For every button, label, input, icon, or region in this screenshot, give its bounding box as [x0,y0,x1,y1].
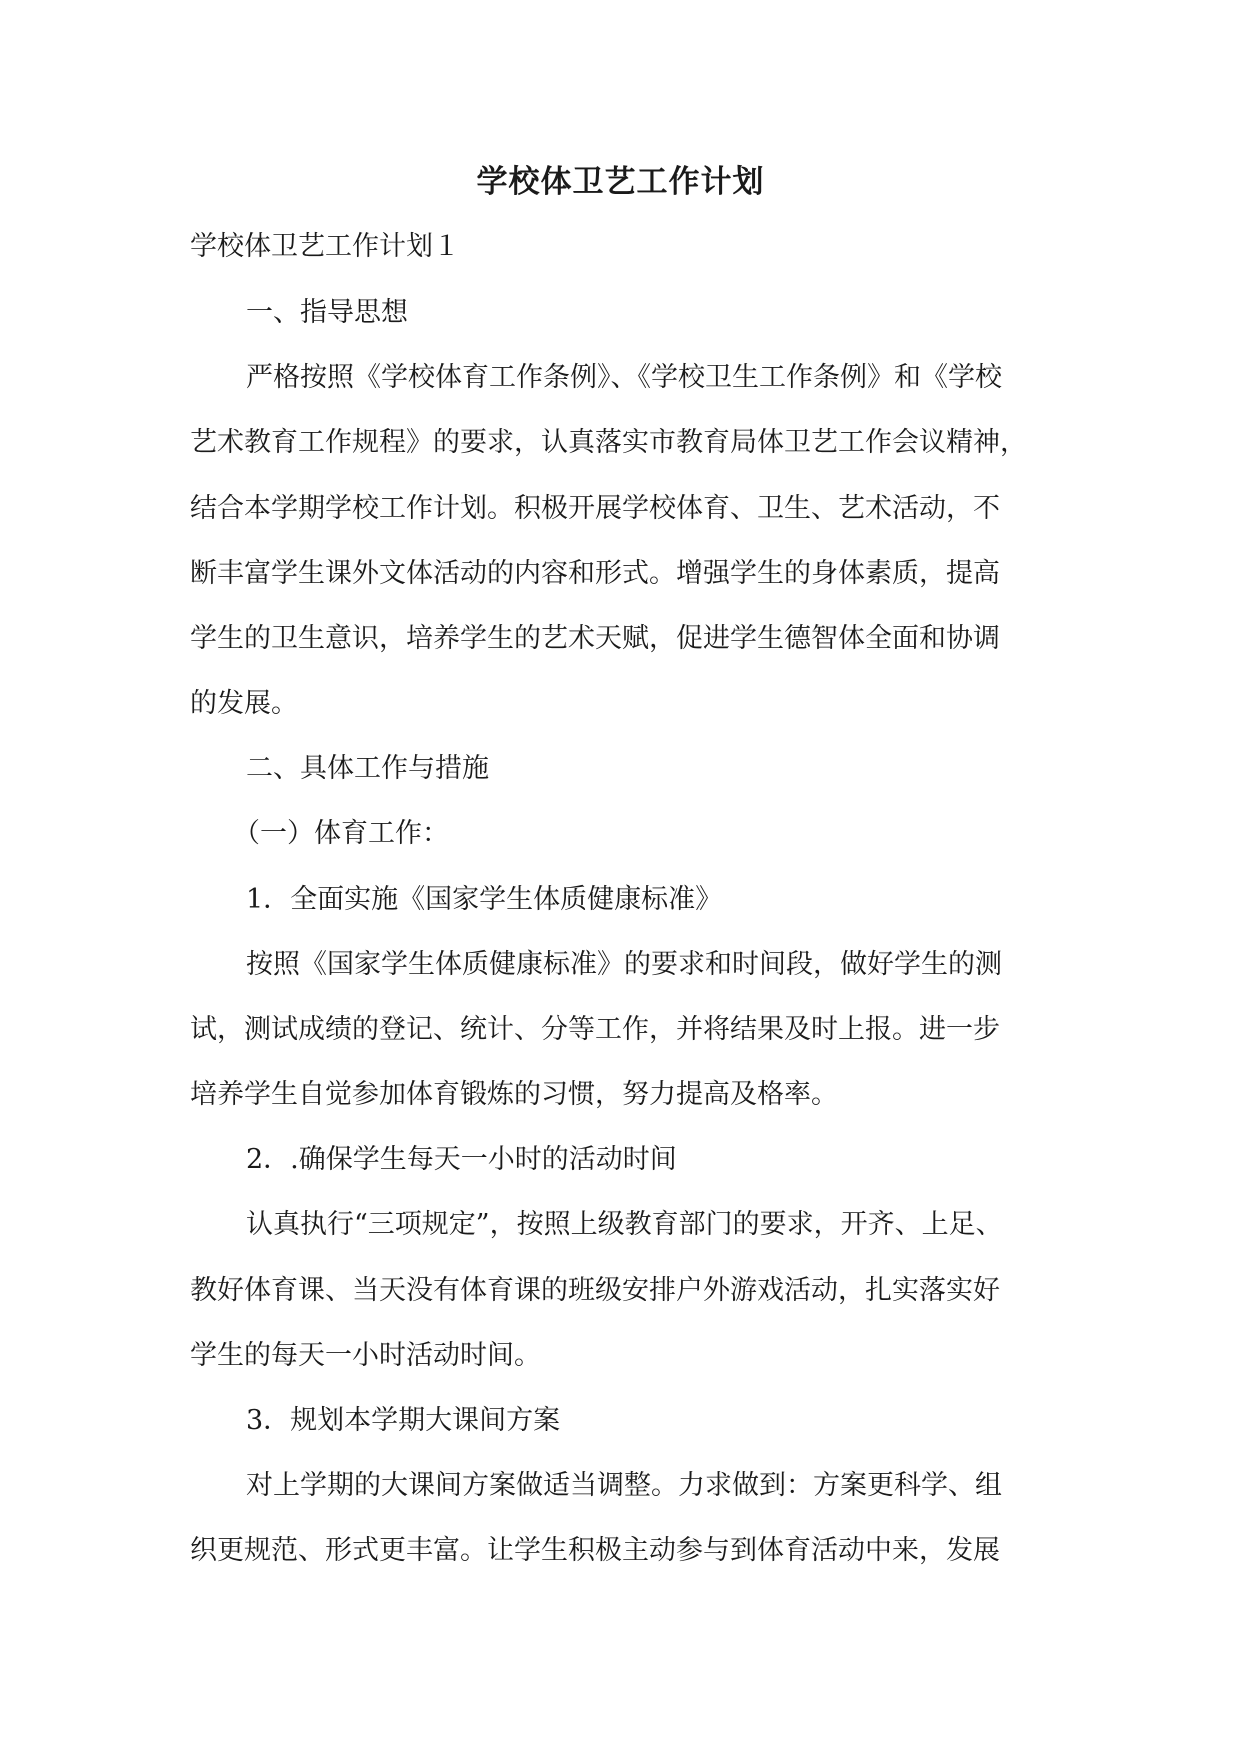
heading-item-2: 2．.确保学生每天一小时的活动时间 [246,1144,677,1175]
paragraph-line: 培养学生自觉参加体育锻炼的习惯，努力提高及格率。 [190,1079,838,1110]
paragraph-line: 严格按照《学校体育工作条例》、《学校卫生工作条例》和《学校 [246,362,1002,393]
section-heading-plan-1: 学校体卫艺工作计划１ [190,231,460,262]
paragraph-line: 学生的卫生意识，培养学生的艺术天赋，促进学生德智体全面和协调 [190,623,1000,654]
paragraph-line: 艺术教育工作规程》的要求，认真落实市教育局体卫艺工作会议精神， [190,427,1027,458]
heading-item-1: 1．全面实施《国家学生体质健康标准》 [246,884,723,915]
paragraph-line: 结合本学期学校工作计划。积极开展学校体育、卫生、艺术活动，不 [190,493,1000,524]
paragraph-line: 试，测试成绩的登记、统计、分等工作，并将结果及时上报。进一步 [190,1014,1000,1045]
paragraph-line: 的发展。 [190,688,298,719]
heading-guiding-ideology: 一、指导思想 [246,297,408,328]
paragraph-line: 认真执行“三项规定”，按照上级教育部门的要求，开齐、上足、 [246,1209,1003,1240]
paragraph-line: 对上学期的大课间方案做适当调整。力求做到：方案更科学、组 [246,1470,1002,1501]
paragraph-line: 教好体育课、当天没有体育课的班级安排户外游戏活动，扎实落实好 [190,1275,1000,1306]
paragraph-line: 织更规范、形式更丰富。让学生积极主动参与到体育活动中来，发展 [190,1535,1000,1566]
paragraph-line: 按照《国家学生体质健康标准》的要求和时间段，做好学生的测 [246,949,1002,980]
heading-specific-work: 二、具体工作与措施 [246,753,489,784]
paragraph-line: 断丰富学生课外文体活动的内容和形式。增强学生的身体素质，提高 [190,558,1000,589]
paragraph-line: 学生的每天一小时活动时间。 [190,1340,541,1371]
heading-pe-work: （一）体育工作： [233,818,449,849]
heading-item-3: 3．规划本学期大课间方案 [246,1405,561,1436]
document-title: 学校体卫艺工作计划 [476,164,765,200]
